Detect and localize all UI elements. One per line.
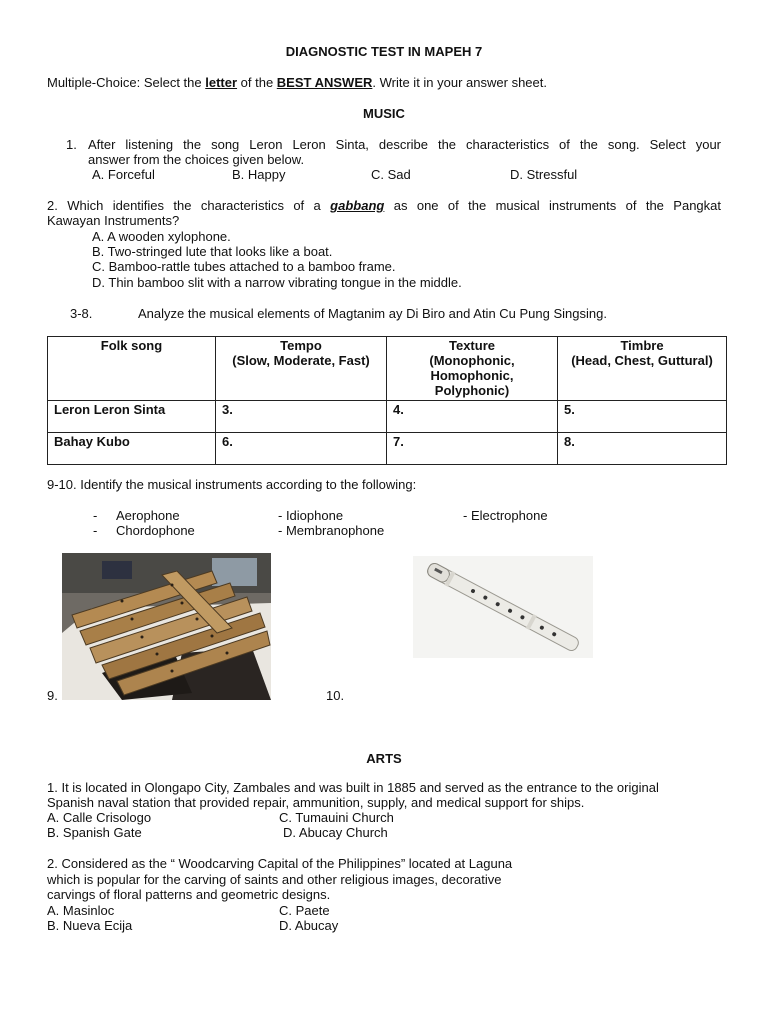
option-electrophone: - Electrophone: [463, 508, 548, 523]
q9-10-text: 9-10. Identify the musical instruments according to the following:: [47, 477, 417, 492]
music-heading: MUSIC: [363, 106, 405, 121]
arts-q2-choice-c: C. Paete: [279, 903, 330, 918]
musical-elements-table: [47, 336, 727, 465]
music-q1-line1: After listening the song Leron Leron Sinta, describe the characteristics of the song. Select your: [88, 137, 721, 152]
music-q2-choice-a: A. A wooden xylophone.: [92, 229, 231, 244]
instructions: Multiple-Choice: Select the letter of the BEST ANSWER. Write it in your answer sheet.: [47, 75, 547, 90]
page-title: DIAGNOSTIC TEST IN MAPEH 7: [285, 44, 483, 59]
arts-q1-line2: Spanish naval station that provided repair, ammunition, supply, and medical support for ships.: [47, 795, 585, 810]
arts-q1-choice-c: C. Tumauini Church: [279, 810, 394, 825]
arts-q1-choice-a: A. Calle Crisologo: [47, 810, 152, 825]
option-idiophone: - Idiophone: [278, 508, 344, 523]
arts-q1-choice-b: B. Spanish Gate: [47, 825, 142, 840]
arts-q2-line2: which is popular for the carving of saints and other religious images, decorative: [47, 872, 502, 887]
music-q2-line1: 2. Which identifies the characteristics of a gabbang as one of the musical instruments of the Pangkat: [47, 198, 721, 213]
arts-q2-choice-b: B. Nueva Ecija: [47, 918, 133, 933]
music-q1-choice-d: D. Stressful: [510, 167, 578, 182]
music-q2-line2: Kawayan Instruments?: [47, 213, 180, 228]
cell-answer: 3.: [216, 401, 387, 433]
music-q2-choice-c: C. Bamboo-rattle tubes attached to a bamboo frame.: [92, 259, 396, 274]
cell-song: Leron Leron Sinta: [48, 401, 216, 433]
xylophone-image: [62, 553, 271, 700]
q3-8-text: Analyze the musical elements of Magtanim ay Di Biro and Atin Cu Pung Singsing.: [138, 306, 607, 321]
header-tempo: Tempo (Slow, Moderate, Fast): [216, 337, 387, 401]
q1-number: 1.: [66, 137, 77, 152]
arts-q2-line3: carvings of floral patterns and geometric designs.: [47, 887, 331, 902]
header-timbre: Timbre (Head, Chest, Guttural): [558, 337, 727, 401]
music-q2-choice-b: B. Two-stringed lute that looks like a boat.: [92, 244, 333, 259]
table-row: [48, 401, 727, 433]
arts-q1-line1: 1. It is located in Olongapo City, Zambales and was built in 1885 and served as the entrance to the original: [47, 780, 659, 795]
cell-answer: 4.: [387, 401, 558, 433]
cell-answer: 6.: [216, 433, 387, 465]
table-header-row: [48, 337, 727, 401]
music-q1-choice-a: A. Forceful: [92, 167, 155, 182]
arts-q1-choice-d: D. Abucay Church: [283, 825, 388, 840]
cell-answer: 5.: [558, 401, 727, 433]
option-membranophone: - Membranophone: [278, 523, 385, 538]
label-9: 9.: [47, 688, 58, 703]
option-chordophone: Chordophone: [116, 523, 195, 538]
cell-answer: 7.: [387, 433, 558, 465]
music-q2-choice-d: D. Thin bamboo slit with a narrow vibrating tongue in the middle.: [92, 275, 462, 290]
music-q1-choice-b: B. Happy: [232, 167, 286, 182]
label-10: 10.: [326, 688, 345, 703]
table-row: [48, 433, 727, 465]
header-folk-song: Folk song: [48, 337, 216, 401]
cell-song: Bahay Kubo: [48, 433, 216, 465]
music-q1-choice-c: C. Sad: [371, 167, 411, 182]
music-q1-line2: answer from the choices given below.: [88, 152, 305, 167]
arts-heading: ARTS: [366, 751, 402, 766]
recorder-image: [413, 556, 593, 658]
cell-answer: 8.: [558, 433, 727, 465]
arts-q2-choice-d: D. Abucay: [279, 918, 339, 933]
arts-q2-choice-a: A. Masinloc: [47, 903, 115, 918]
xylophone-photo: [62, 553, 271, 700]
dash: -: [93, 508, 98, 523]
header-texture: Texture (Monophonic, Homophonic, Polyphonic): [387, 337, 558, 401]
arts-q2-line1: 2. Considered as the “ Woodcarving Capital of the Philippines” located at Laguna: [47, 856, 513, 871]
dash: -: [93, 523, 98, 538]
recorder-photo: [413, 556, 593, 658]
q3-8-number: 3-8.: [70, 306, 93, 321]
option-aerophone: Aerophone: [116, 508, 180, 523]
